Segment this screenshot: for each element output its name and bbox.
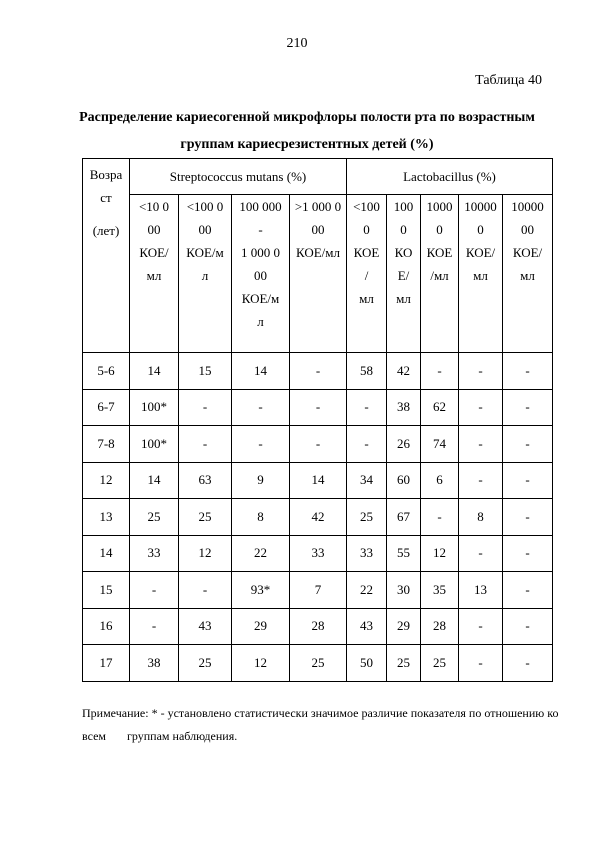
title-line-1: Распределение кариесогенной микрофлоры полости рта по возрастным <box>79 110 535 125</box>
value-cell: - <box>503 572 553 609</box>
table-row <box>83 353 553 390</box>
value-cell: 25 <box>421 645 459 682</box>
value-cell: - <box>503 353 553 390</box>
value-cell: - <box>503 389 553 426</box>
subheader-4: <100 0 КОЕ / мл <box>347 195 387 353</box>
value-cell: 14 <box>130 462 179 499</box>
value-cell: 25 <box>179 645 232 682</box>
microflora-table <box>82 158 553 682</box>
value-cell: - <box>459 608 503 645</box>
table-label: Таблица 40 <box>475 73 542 88</box>
value-cell: 12 <box>421 535 459 572</box>
value-cell: - <box>179 389 232 426</box>
table-body <box>83 353 553 682</box>
value-cell: - <box>503 426 553 463</box>
subheader-7: 10000 0 КОЕ/ мл <box>459 195 503 353</box>
value-cell: 25 <box>347 499 387 536</box>
value-cell: 43 <box>347 608 387 645</box>
value-cell: - <box>130 608 179 645</box>
value-cell: - <box>290 426 347 463</box>
value-cell: - <box>290 353 347 390</box>
age-cell: 16 <box>83 608 130 645</box>
value-cell: - <box>179 572 232 609</box>
value-cell: - <box>421 499 459 536</box>
subheader-row <box>83 195 553 353</box>
subheader-6: 1000 0 КОЕ /мл <box>421 195 459 353</box>
value-cell: - <box>503 608 553 645</box>
value-cell: 25 <box>179 499 232 536</box>
age-cell: 13 <box>83 499 130 536</box>
subheader-1: <100 0 00 КОЕ/м л <box>179 195 232 353</box>
value-cell: - <box>503 499 553 536</box>
value-cell: 25 <box>130 499 179 536</box>
lactobacillus-header: Lactobacillus (%) <box>347 159 553 195</box>
value-cell: 14 <box>130 353 179 390</box>
value-cell: 33 <box>290 535 347 572</box>
value-cell: 14 <box>290 462 347 499</box>
value-cell: 55 <box>387 535 421 572</box>
value-cell: 7 <box>290 572 347 609</box>
value-cell: 38 <box>387 389 421 426</box>
age-cell: 6-7 <box>83 389 130 426</box>
value-cell: 8 <box>459 499 503 536</box>
value-cell: 100* <box>130 426 179 463</box>
value-cell: 62 <box>421 389 459 426</box>
value-cell: - <box>503 645 553 682</box>
value-cell: - <box>232 389 290 426</box>
value-cell: 25 <box>290 645 347 682</box>
value-cell: - <box>459 389 503 426</box>
age-header: Возра ст (лет) <box>83 159 130 353</box>
value-cell: 29 <box>387 608 421 645</box>
value-cell: 93* <box>232 572 290 609</box>
value-cell: - <box>503 462 553 499</box>
subheader-2: 100 000 - 1 000 0 00 КОЕ/м л <box>232 195 290 353</box>
age-cell: 17 <box>83 645 130 682</box>
value-cell: 14 <box>232 353 290 390</box>
value-cell: - <box>179 426 232 463</box>
subheader-3: >1 000 0 00 КОЕ/мл <box>290 195 347 353</box>
value-cell: 38 <box>130 645 179 682</box>
value-cell: 100* <box>130 389 179 426</box>
value-cell: 74 <box>421 426 459 463</box>
table-row <box>83 499 553 536</box>
value-cell: 34 <box>347 462 387 499</box>
value-cell: - <box>290 389 347 426</box>
value-cell: 28 <box>290 608 347 645</box>
value-cell: 63 <box>179 462 232 499</box>
table-row <box>83 608 553 645</box>
note <box>82 702 572 748</box>
value-cell: - <box>503 535 553 572</box>
note-line-2b: группам наблюдения. <box>127 729 238 743</box>
value-cell: 9 <box>232 462 290 499</box>
value-cell: 60 <box>387 462 421 499</box>
value-cell: 28 <box>421 608 459 645</box>
table-row <box>83 645 553 682</box>
age-cell: 7-8 <box>83 426 130 463</box>
value-cell: 50 <box>347 645 387 682</box>
value-cell: - <box>459 535 503 572</box>
value-cell: - <box>347 389 387 426</box>
subheader-8: 10000 00 КОЕ/ мл <box>503 195 553 353</box>
streptococcus-header: Streptococcus mutans (%) <box>130 159 347 195</box>
table-title <box>60 104 554 158</box>
table-row <box>83 535 553 572</box>
table-row <box>83 572 553 609</box>
value-cell: - <box>347 426 387 463</box>
page-number: 210 <box>286 36 308 51</box>
value-cell: 15 <box>179 353 232 390</box>
value-cell: 8 <box>232 499 290 536</box>
value-cell: 22 <box>347 572 387 609</box>
age-cell: 12 <box>83 462 130 499</box>
note-line-2 <box>82 725 572 748</box>
value-cell: - <box>459 645 503 682</box>
age-cell: 5-6 <box>83 353 130 390</box>
value-cell: 30 <box>387 572 421 609</box>
note-line-2a: всем <box>82 729 106 743</box>
value-cell: - <box>459 462 503 499</box>
value-cell: 22 <box>232 535 290 572</box>
value-cell: 42 <box>290 499 347 536</box>
value-cell: 42 <box>387 353 421 390</box>
age-cell: 14 <box>83 535 130 572</box>
value-cell: - <box>459 353 503 390</box>
table-row <box>83 462 553 499</box>
subheader-5: 100 0 КО Е/ мл <box>387 195 421 353</box>
value-cell: 12 <box>179 535 232 572</box>
age-cell: 15 <box>83 572 130 609</box>
value-cell: 29 <box>232 608 290 645</box>
value-cell: 26 <box>387 426 421 463</box>
value-cell: 13 <box>459 572 503 609</box>
subheader-0: <10 0 00 КОЕ/ мл <box>130 195 179 353</box>
table-row <box>83 426 553 463</box>
note-line-1: Примечание: * - установлено статистически значимое различие показателя по отношению ко <box>82 706 559 720</box>
value-cell: 6 <box>421 462 459 499</box>
value-cell: 35 <box>421 572 459 609</box>
value-cell: 43 <box>179 608 232 645</box>
value-cell: - <box>232 426 290 463</box>
value-cell: 25 <box>387 645 421 682</box>
value-cell: 58 <box>347 353 387 390</box>
value-cell: 33 <box>130 535 179 572</box>
table-row <box>83 389 553 426</box>
value-cell: - <box>130 572 179 609</box>
value-cell: 33 <box>347 535 387 572</box>
value-cell: 67 <box>387 499 421 536</box>
title-line-2: группам кариесрезистентных детей (%) <box>180 137 434 152</box>
value-cell: - <box>459 426 503 463</box>
value-cell: 12 <box>232 645 290 682</box>
value-cell: - <box>421 353 459 390</box>
